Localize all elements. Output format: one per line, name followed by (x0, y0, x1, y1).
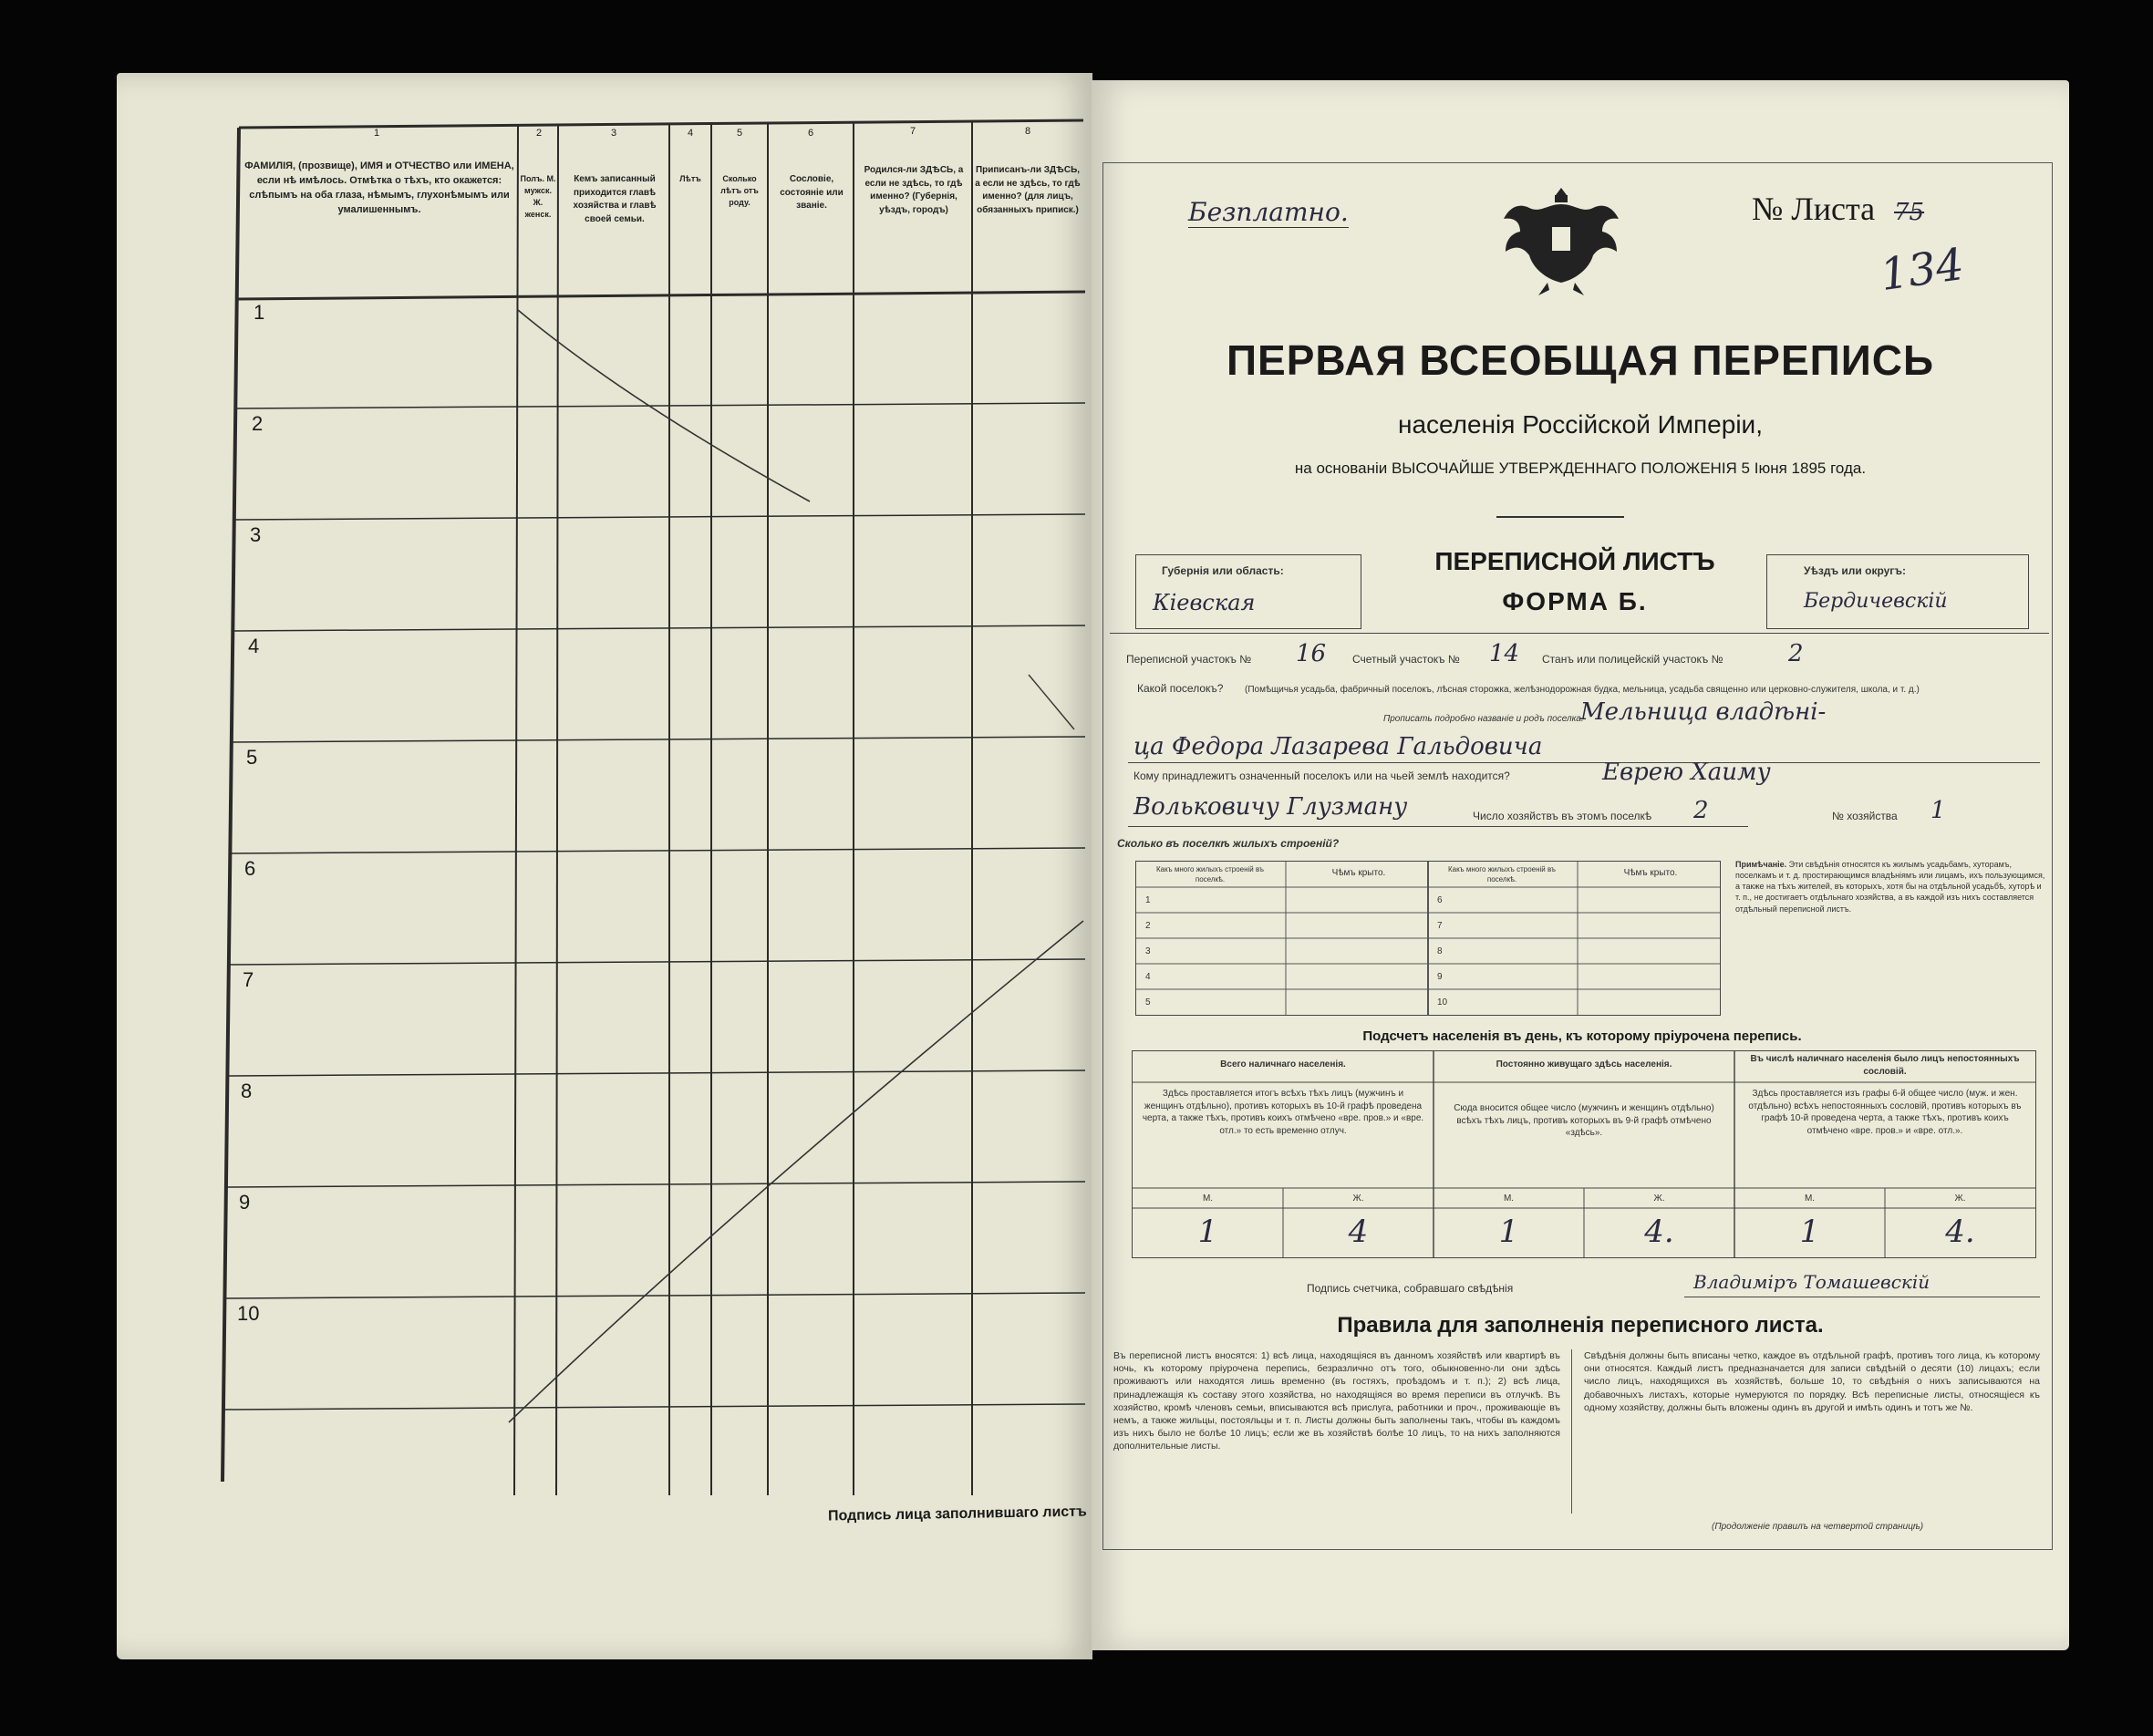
count-district-label: Счетный участокъ № (1352, 653, 1460, 666)
header-birthplace: Родился-ли ЗДѢСЬ, а если не здѣсь, то гдѣ именно? (Губернія, уѣздъ, городъ) (864, 165, 964, 215)
settlement-value-2: ца Федора Лазарева Гальдовича (1133, 733, 1543, 760)
summary-value: 4. (1945, 1214, 1975, 1250)
count-district-value: 14 (1489, 640, 1520, 667)
note-text: Эти свѣдѣнія относятся къ жилымъ усадьбамъ, хуторамъ, поселкамъ и т. д. простирающимся владѣніямъ или лицамъ, ихъ пользующимся, а также на тѣхъ жителей, въ которыхъ, хотя бы на отдѣльной усадьбѣ, хуторѣ и т. п., не достигаетъ отдѣльнаго хозяйства, а въ каждой изъ нихъ составляется отдѣльный переписной листъ. (1735, 860, 2045, 914)
header-divider (1110, 633, 2049, 634)
summary-description: Здѣсь проставляется итогъ всѣхъ тѣхъ лицъ (мужчинъ и женщинъ отдѣльно), противъ которыхъ въ 10-й графѣ проведена черта, а также тѣхъ, противъ коихъ отмѣчено «вре. пров.» и «вре. отл.» то есть временно отлуч. (1142, 1089, 1424, 1136)
buildings-row-number: 7 (1437, 921, 1443, 931)
column-number: 2 (535, 128, 543, 139)
owner-value-2: Вольковичу Глузману (1133, 793, 1408, 821)
owner-value-1: Еврею Хаиму (1602, 759, 1771, 786)
row-number: 8 (241, 1080, 253, 1102)
sheet-number-value: 75 (1894, 199, 1925, 226)
row-number: 5 (246, 746, 258, 769)
row-number: 1 (254, 301, 265, 324)
double-headed-eagle-icon (1493, 181, 1630, 299)
summary-title: Подсчетъ населенія въ день, къ которому пріурочена перепись. (1362, 1028, 1802, 1044)
header-age-short: Лѣтъ (679, 174, 701, 183)
header-age: Сколько лѣтъ отъ роду. (720, 174, 759, 208)
buildings-row-number: 8 (1437, 946, 1443, 956)
free-label: Безплатно. (1188, 197, 1349, 227)
row-number: 2 (252, 412, 264, 435)
uezd-box (1766, 554, 2029, 629)
rules-column-1: Въ переписной листъ вносятся: 1) всѣ лица, находящіяся въ данномъ хозяйствѣ или квартирѣ въ ночь, къ которому пріурочена перепись, безразлично отъ того, обыкновенно-ли они здѣсь проживаютъ или находятся лишь временно (въ гостяхъ, проѣздомъ и т. п.); 2) всѣ лица, принадлежащія къ составу этого хозяйства, но находящіяся во время переписи въ отлучкѣ. Въ хозяйство, кромѣ членовъ семьи, вписываются всѣ прислуга, работники и проч., проживающіе въ немъ, а также жильцы, постояльцы и т. п. Листы должны быть заполнены такъ, чтобы въ каждомъ изъ нихъ было не болѣе 10 лицъ; если же въ хозяйствѣ болѣе 10 лицъ, то на нихъ заполняются дополнительные листы. (1113, 1350, 1560, 1452)
column-number: 7 (909, 126, 916, 137)
household-no-label: № хозяйства (1832, 810, 1898, 822)
households-value: 2 (1693, 797, 1709, 824)
buildings-row-number: 2 (1145, 921, 1151, 931)
note-block (1735, 859, 2045, 914)
sex-label: М. (1202, 1194, 1214, 1204)
summary-value: 1 (1799, 1214, 1820, 1250)
household-no-value: 1 (1930, 797, 1946, 824)
right-page (1092, 80, 2069, 1650)
header-sex: Полъ. М. мужск. Ж. женск. (520, 174, 556, 220)
row-number: 4 (248, 635, 260, 657)
buildings-col-header: Какъ много жилыхъ строеній въ поселкѣ. (1156, 865, 1264, 884)
buildings-row-number: 10 (1437, 997, 1448, 1008)
buildings-row-number: 9 (1437, 972, 1443, 982)
row-number: 10 (237, 1302, 260, 1325)
form-subtitle: ФОРМА Б. (1502, 587, 1648, 615)
continued-note: (Продолженіе правилъ на четвертой страницѣ) (1712, 1522, 1924, 1532)
buildings-row-number: 1 (1145, 895, 1151, 905)
summary-description: Сюда вносится общее число (мужчинъ и женщинъ отдѣльно) всѣхъ тѣхъ лицъ, противъ которыхъ въ 9-й графѣ отмѣчено «здѣсь». (1454, 1103, 1714, 1138)
summary-header: Постоянно живущаго здѣсь населенія. (1496, 1059, 1672, 1070)
summary-table (1132, 1050, 2036, 1258)
buildings-row-number: 6 (1437, 895, 1443, 905)
guberniya-value: Кіевская (1153, 590, 1256, 615)
owner-underline (1128, 826, 1748, 827)
stan-label: Станъ или полицейскій участокъ № (1542, 653, 1723, 666)
census-district-value: 16 (1296, 640, 1327, 667)
handwritten-number: 134 (1877, 238, 1968, 302)
uezd-value: Бердичевскій (1804, 590, 1948, 613)
enumerator-signature: Владиміръ Томашевскій (1693, 1271, 1930, 1293)
enumerator-label: Подпись счетчика, собравшаго свѣдѣнія (1307, 1282, 1514, 1295)
summary-header: Въ числѣ наличнаго населенія было лицъ непостоянныхъ сословій. (1750, 1054, 2020, 1077)
header-name: ФАМИЛІЯ, (прозвище), ИМЯ и ОТЧЕСТВО или ИМЕНА, если нѣ имѣлось. Отмѣтка о тѣхъ, кто окажется: слѣпымъ на оба глаза, нѣмымъ, глухонѣмымъ или умалишеннымъ. (244, 160, 514, 215)
decree-text: на основаніи ВЫСОЧАЙШЕ УТВЕРЖДЕННАГО ПОЛОЖЕНІЯ 5 Іюня 1895 года. (1294, 460, 1867, 477)
signature-label: Подпись лица заполнившаго листъ (827, 1504, 1087, 1524)
sex-label: Ж. (1653, 1194, 1665, 1204)
header-estate: Сословіе, состояніе или званіе. (780, 174, 844, 211)
summary-value: 4. (1644, 1214, 1674, 1250)
document-title: ПЕРВАЯ ВСЕОБЩАЯ ПЕРЕПИСЬ (1226, 336, 1935, 384)
rules-divider (1571, 1349, 1572, 1514)
column-number: 4 (687, 128, 694, 139)
row-number: 7 (243, 968, 254, 991)
row-number: 6 (244, 857, 256, 880)
summary-value: 4 (1348, 1214, 1369, 1250)
buildings-label: Сколько въ поселкѣ жилыхъ строеній? (1117, 837, 1340, 850)
settlement-underline (1128, 762, 2040, 763)
column-number: 3 (610, 128, 617, 139)
settlement-hint: (Помѣщичья усадьба, фабричный поселокъ, лѣсная сторожка, желѣзнодорожная будка, мельница, усадьба священно или церковно-служителя, школа, и т. д.) (1245, 685, 1920, 695)
buildings-row-number: 5 (1145, 997, 1151, 1008)
rules-title: Правила для заполненія переписного листа. (1337, 1313, 1824, 1338)
row-number: 3 (250, 523, 262, 546)
census-district-label: Переписной участокъ № (1126, 653, 1252, 666)
column-number: 5 (736, 128, 743, 139)
buildings-table (1135, 861, 1721, 1016)
header-registered: Приписанъ-ли ЗДѢСЬ, а если не здѣсь, то гдѣ именно? (для лицъ, обязанныхъ приписк.) (975, 165, 1081, 215)
buildings-col-header: Чѣмъ крыто. (1623, 868, 1678, 878)
buildings-row-number: 3 (1145, 946, 1151, 956)
sex-label: Ж. (1954, 1194, 1966, 1204)
sex-label: М. (1804, 1194, 1816, 1204)
settlement-value-1: Мельница владѣні- (1580, 698, 1827, 726)
column-number: 1 (373, 128, 380, 139)
buildings-col-header: Какъ много жилыхъ строеній въ поселкѣ. (1448, 865, 1556, 884)
buildings-row-number: 4 (1145, 972, 1151, 982)
form-title: ПЕРЕПИСНОЙ ЛИСТЪ (1434, 547, 1715, 575)
row-number: 9 (239, 1191, 251, 1214)
stan-value: 2 (1788, 640, 1804, 667)
summary-description: Здѣсь проставляется изъ графы 6-й общее число (муж. и жен. отдѣльно) всѣхъ непостоянныхъ сословій, противъ которыхъ въ графѣ 10-й проведена черта, а также тѣхъ, противъ коихъ отмѣчено «вре. пров.» и «вре. отл.». (1748, 1089, 2022, 1136)
note-title: Примѣчаніе. (1735, 860, 1787, 869)
rules-column-2: Свѣдѣнія должны быть вписаны четко, каждое въ отдѣльной графѣ, противъ того лица, къ которому они относятся. Каждый листъ предназначается для записи свѣдѣній о десяти (10) лицахъ; если число лицъ, находящихся въ хозяйствѣ, больше 10, то свѣдѣнія о нихъ записываются на добавочныхъ листахъ, которые нумеруются по порядку. Всѣ переписные листы, относящіеся къ одному хозяйству, должны быть вложены одинъ въ другой и имѣть одинъ и тотъ же №. (1584, 1350, 2040, 1413)
sheet-number-label: № Листа (1752, 191, 1876, 227)
summary-value: 1 (1197, 1214, 1218, 1250)
settlement-hint2: Прописать подробно названіе и родъ поселка. (1383, 714, 1584, 724)
column-number: 6 (807, 128, 814, 139)
header-relation: Кемъ записанный приходится главѣ хозяйства и главѣ своей семьи. (573, 174, 657, 224)
summary-value: 1 (1498, 1214, 1519, 1250)
uezd-label: Уѣздъ или округъ: (1804, 564, 1907, 577)
document-subtitle: населенія Россійской Имперіи, (1398, 410, 1763, 439)
guberniya-label: Губернія или область: (1162, 564, 1284, 577)
guberniya-box (1135, 554, 1361, 629)
settlement-question: Какой поселокъ? (1137, 682, 1224, 695)
sex-label: М. (1503, 1194, 1515, 1204)
column-number: 8 (1024, 126, 1031, 137)
sex-label: Ж. (1352, 1194, 1364, 1204)
left-page (117, 73, 1092, 1659)
buildings-col-header: Чѣмъ крыто. (1331, 868, 1386, 878)
summary-header: Всего наличнаго населенія. (1220, 1059, 1346, 1070)
households-label: Число хозяйствъ въ этомъ поселкѣ (1473, 810, 1652, 822)
title-divider (1496, 516, 1624, 518)
owner-question: Кому принадлежитъ означенный поселокъ или на чьей землѣ находится? (1133, 770, 1510, 782)
